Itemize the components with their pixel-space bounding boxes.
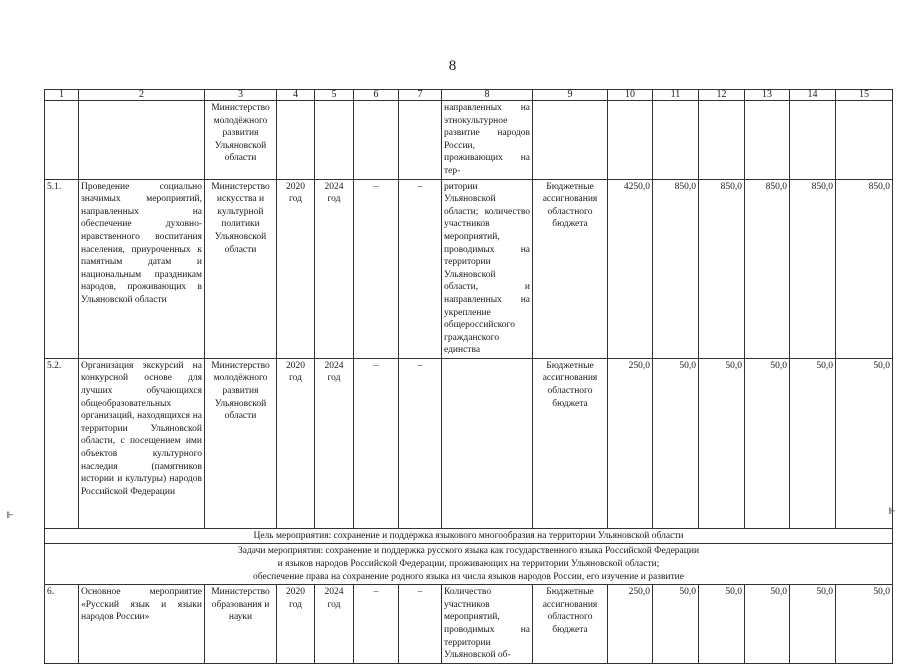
year-amount: 50,0 xyxy=(699,358,745,528)
total-amount: 250,0 xyxy=(608,585,653,664)
executor-cell: Министерство образования и науки xyxy=(205,585,277,664)
year-amount: 50,0 xyxy=(745,358,790,528)
funding-source: Бюджетные ассигнования областного бюджета xyxy=(533,358,608,528)
year-amount: 50,0 xyxy=(790,585,836,664)
table-row xyxy=(45,179,893,358)
activity-name: Основное мероприятие «Русский язык и языки народов России» xyxy=(79,585,205,664)
activity-name: Организация экскурсий на конкурсной основе для лучших обучающихся общеобразовательных организаций, находящихся на территории Ульяновской области, с посещением ими объектов культурного наследия (памятников истории и культуры) народов Российской Федерации xyxy=(79,358,205,528)
year-amount: 850,0 xyxy=(699,179,745,358)
funding-source: Бюджетные ассигнования областного бюджета xyxy=(533,179,608,358)
year-amount: 850,0 xyxy=(745,179,790,358)
executor-cell: Министерство молодёжного развития Ульяновской области xyxy=(205,101,277,180)
total-amount: 4250,0 xyxy=(608,179,653,358)
funding-source: Бюджетные ассигнования областного бюджета xyxy=(533,585,608,664)
col-header: 14 xyxy=(790,90,836,101)
goal-text: Цель мероприятия: сохранение и поддержка языкового многообразия на территории Ульяновской области xyxy=(45,528,893,544)
indicator-cell: направленных на этнокультурное развитие народов России, проживающих на тер- xyxy=(442,101,533,180)
end-year: 2024 год xyxy=(315,179,354,358)
page-number: 8 xyxy=(448,58,457,74)
executor-cell: Министерство искусства и культурной политики Ульяновской области xyxy=(205,179,277,358)
goal-row xyxy=(45,528,893,544)
column-number-row xyxy=(45,90,893,101)
col-header: 3 xyxy=(205,90,277,101)
year-amount: 50,0 xyxy=(653,585,699,664)
year-amount: 850,0 xyxy=(653,179,699,358)
col-header: 10 xyxy=(608,90,653,101)
end-year: 2024 год xyxy=(315,358,354,528)
end-year: 2024 год xyxy=(315,585,354,664)
indicator-cell: ритории Ульяновской области; количество участников мероприятий, проводимых на территории Ульяновской области, и направленных на укрепление общероссийского гражданского единства xyxy=(442,179,533,358)
col-header: 6 xyxy=(354,90,399,101)
total-amount: 250,0 xyxy=(608,358,653,528)
year-amount: 50,0 xyxy=(790,358,836,528)
year-amount: 850,0 xyxy=(790,179,836,358)
indicator-cell: Количество участников мероприятий, проводимых на территории Ульяновской об- xyxy=(442,585,533,664)
col-header: 15 xyxy=(836,90,893,101)
task-line: Задачи мероприятия: сохранение и поддержка русского языка как государственного языка Российской Федерации xyxy=(237,546,700,557)
col-header: 12 xyxy=(699,90,745,101)
table-row xyxy=(45,358,893,528)
col-header: 4 xyxy=(277,90,315,101)
task-line: обеспечение права на сохранение родного языка из числа языков народов России, его изучение и развитие xyxy=(253,571,684,582)
dash-cell: – xyxy=(399,585,442,664)
dash-cell: – xyxy=(354,358,399,528)
year-amount: 850,0 xyxy=(836,179,893,358)
dash-cell: – xyxy=(354,179,399,358)
dash-cell: – xyxy=(354,585,399,664)
year-amount: 50,0 xyxy=(836,585,893,664)
task-line: и языков народов Российской Федерации, проживающих на территории Ульяновской области; xyxy=(277,559,660,570)
col-header: 13 xyxy=(745,90,790,101)
scan-mark: ⊩ xyxy=(888,506,896,516)
program-table xyxy=(44,89,893,664)
col-header: 1 xyxy=(45,90,79,101)
start-year: 2020 год xyxy=(277,585,315,664)
col-header: 9 xyxy=(533,90,608,101)
start-year: 2020 год xyxy=(277,179,315,358)
dash-cell: – xyxy=(399,358,442,528)
year-amount: 50,0 xyxy=(836,358,893,528)
year-amount: 50,0 xyxy=(745,585,790,664)
executor-cell: Министерство молодёжного развития Ульяновской области xyxy=(205,358,277,528)
col-header: 2 xyxy=(79,90,205,101)
continuation-row xyxy=(45,101,893,180)
table-row xyxy=(45,585,893,664)
start-year: 2020 год xyxy=(277,358,315,528)
row-number: 5.1. xyxy=(45,179,79,358)
col-header: 11 xyxy=(653,90,699,101)
row-number: 5.2. xyxy=(45,358,79,528)
col-header: 5 xyxy=(315,90,354,101)
scan-mark: ⊩ xyxy=(6,510,14,520)
dash-cell: – xyxy=(399,179,442,358)
row-number: 6. xyxy=(45,585,79,664)
year-amount: 50,0 xyxy=(699,585,745,664)
tasks-row xyxy=(45,544,893,585)
col-header: 8 xyxy=(442,90,533,101)
activity-name: Проведение социально значимых мероприятий, направленных на обеспечение духовно-нравственного воспитания населения, приуроченных к памятным датам и национальным праздникам народов, проживающих в Ульяновской области xyxy=(79,179,205,358)
col-header: 7 xyxy=(399,90,442,101)
year-amount: 50,0 xyxy=(653,358,699,528)
